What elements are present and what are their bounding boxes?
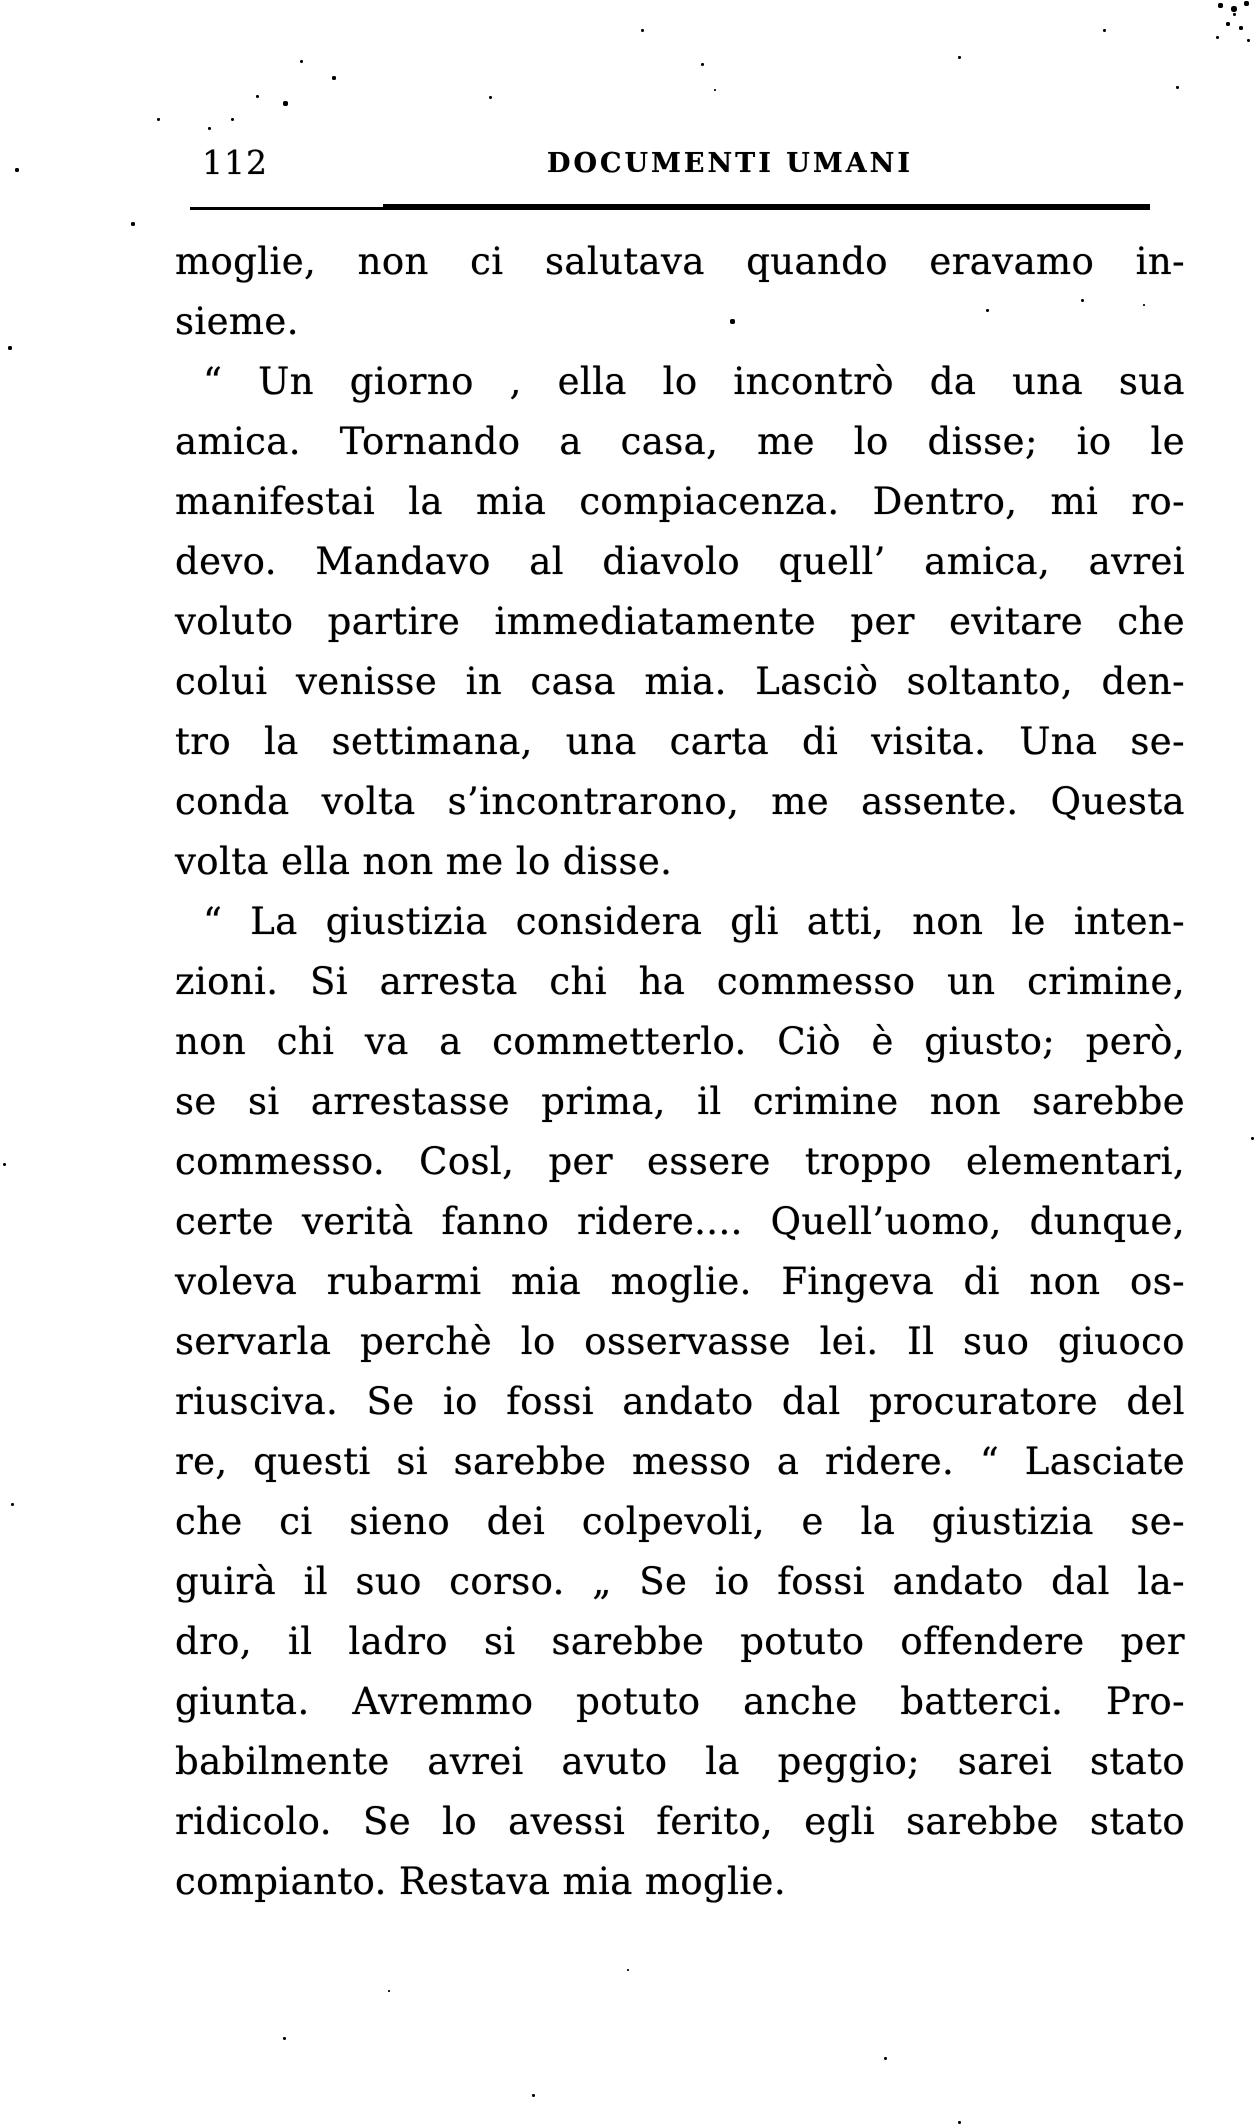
scan-speckle bbox=[1081, 299, 1084, 302]
scan-speckle bbox=[1244, 1, 1249, 6]
scan-speckle bbox=[1233, 13, 1236, 16]
text-line: guirà il suo corso. „ Se io fossi andato dal la- bbox=[175, 1560, 1185, 1603]
text-line: tro la settimana, una carta di visita. Una se- bbox=[175, 720, 1185, 763]
header-rule-left-segment bbox=[190, 207, 390, 210]
scan-speckle bbox=[15, 168, 19, 172]
scan-speckle bbox=[1239, 26, 1243, 30]
text-line: babilmente avrei avuto la peggio; sarei stato bbox=[175, 1740, 1185, 1783]
scan-speckle bbox=[1247, 39, 1250, 42]
scan-speckle bbox=[1176, 86, 1179, 89]
text-line: ridicolo. Se lo avessi ferito, egli sarebbe stato bbox=[175, 1800, 1185, 1843]
text-line: che ci sieno dei colpevoli, e la giustizia se- bbox=[175, 1500, 1185, 1543]
scan-speckle bbox=[1231, 6, 1237, 12]
scan-speckle bbox=[283, 101, 288, 106]
scan-speckle bbox=[1218, 3, 1223, 8]
scan-speckle bbox=[11, 1503, 14, 1506]
scan-speckle bbox=[131, 222, 135, 226]
text-line: certe verità fanno ridere.... Quell’uomo, dunque, bbox=[175, 1200, 1185, 1243]
scan-speckle bbox=[532, 2094, 535, 2097]
running-title: DOCUMENTI UMANI bbox=[547, 148, 913, 179]
text-line: dro, il ladro si sarebbe potuto offendere per bbox=[175, 1620, 1185, 1663]
scan-speckle bbox=[300, 60, 303, 63]
header-rule-main-segment bbox=[383, 204, 1150, 210]
scan-speckle bbox=[701, 63, 704, 66]
text-line: commesso. Cosl, per essere troppo elementari, bbox=[175, 1140, 1185, 1183]
text-line: devo. Mandavo al diavolo quell’ amica, avrei bbox=[175, 540, 1185, 583]
text-line: volta ella non me lo disse. bbox=[175, 840, 673, 883]
scan-speckle bbox=[730, 319, 735, 324]
paragraph bbox=[175, 892, 1185, 1912]
text-line: sieme. bbox=[175, 300, 299, 343]
scan-speckle bbox=[231, 118, 234, 121]
scan-speckle bbox=[1251, 1137, 1254, 1140]
scan-speckle bbox=[208, 127, 211, 130]
scan-speckle bbox=[714, 89, 716, 91]
text-line: voleva rubarmi mia moglie. Fingeva di non os- bbox=[175, 1260, 1185, 1303]
scan-speckle bbox=[256, 95, 259, 98]
scan-speckle bbox=[283, 2037, 286, 2040]
scan-speckle bbox=[8, 346, 12, 350]
text-line: se si arrestasse prima, il crimine non sarebbe bbox=[175, 1080, 1185, 1123]
text-line: colui venisse in casa mia. Lasciò soltanto, den- bbox=[175, 660, 1185, 703]
text-line: “ La giustizia considera gli atti, non le inten- bbox=[203, 900, 1185, 943]
text-line: “ Un giorno , ella lo incontrò da una sua bbox=[203, 360, 1185, 403]
paragraph bbox=[175, 232, 1185, 352]
text-line: manifestai la mia compiacenza. Dentro, mi ro- bbox=[175, 480, 1185, 523]
scan-speckle bbox=[1226, 22, 1230, 26]
scan-speckle bbox=[332, 76, 336, 80]
scan-speckle bbox=[884, 2057, 887, 2060]
scan-speckle bbox=[958, 56, 961, 59]
text-line: amica. Tornando a casa, me lo disse; io le bbox=[175, 420, 1185, 463]
scan-speckle bbox=[3, 1163, 6, 1166]
scan-speckle bbox=[1143, 304, 1145, 306]
scan-speckle bbox=[958, 2121, 961, 2124]
text-block bbox=[175, 232, 1185, 1912]
text-line: servarla perchè lo osservasse lei. Il suo giuoco bbox=[175, 1320, 1185, 1363]
text-line: re, questi si sarebbe messo a ridere. “ Lasciate bbox=[175, 1440, 1185, 1483]
text-line: riusciva. Se io fossi andato dal procuratore del bbox=[175, 1380, 1185, 1423]
text-line: giunta. Avremmo potuto anche batterci. Pro- bbox=[175, 1680, 1185, 1723]
page-number: 112 bbox=[202, 143, 268, 182]
scan-speckle bbox=[1216, 36, 1219, 39]
scan-speckle bbox=[157, 118, 160, 121]
text-line: conda volta s’incontrarono, me assente. Questa bbox=[175, 780, 1185, 823]
text-line: voluto partire immediatamente per evitare che bbox=[175, 600, 1185, 643]
text-line: zioni. Si arresta chi ha commesso un crimine, bbox=[175, 960, 1185, 1003]
scan-speckle bbox=[388, 1990, 390, 1992]
scan-speckle bbox=[641, 29, 644, 32]
scan-speckle bbox=[986, 309, 989, 312]
text-line: moglie, non ci salutava quando eravamo in- bbox=[175, 240, 1185, 283]
scan-speckle bbox=[1103, 29, 1106, 32]
scan-speckle bbox=[489, 96, 492, 99]
scan-speckle bbox=[627, 1969, 629, 1971]
text-line: non chi va a commetterlo. Ciò è giusto; però, bbox=[175, 1020, 1185, 1063]
paragraph bbox=[175, 352, 1185, 892]
text-line: compianto. Restava mia moglie. bbox=[175, 1860, 787, 1903]
